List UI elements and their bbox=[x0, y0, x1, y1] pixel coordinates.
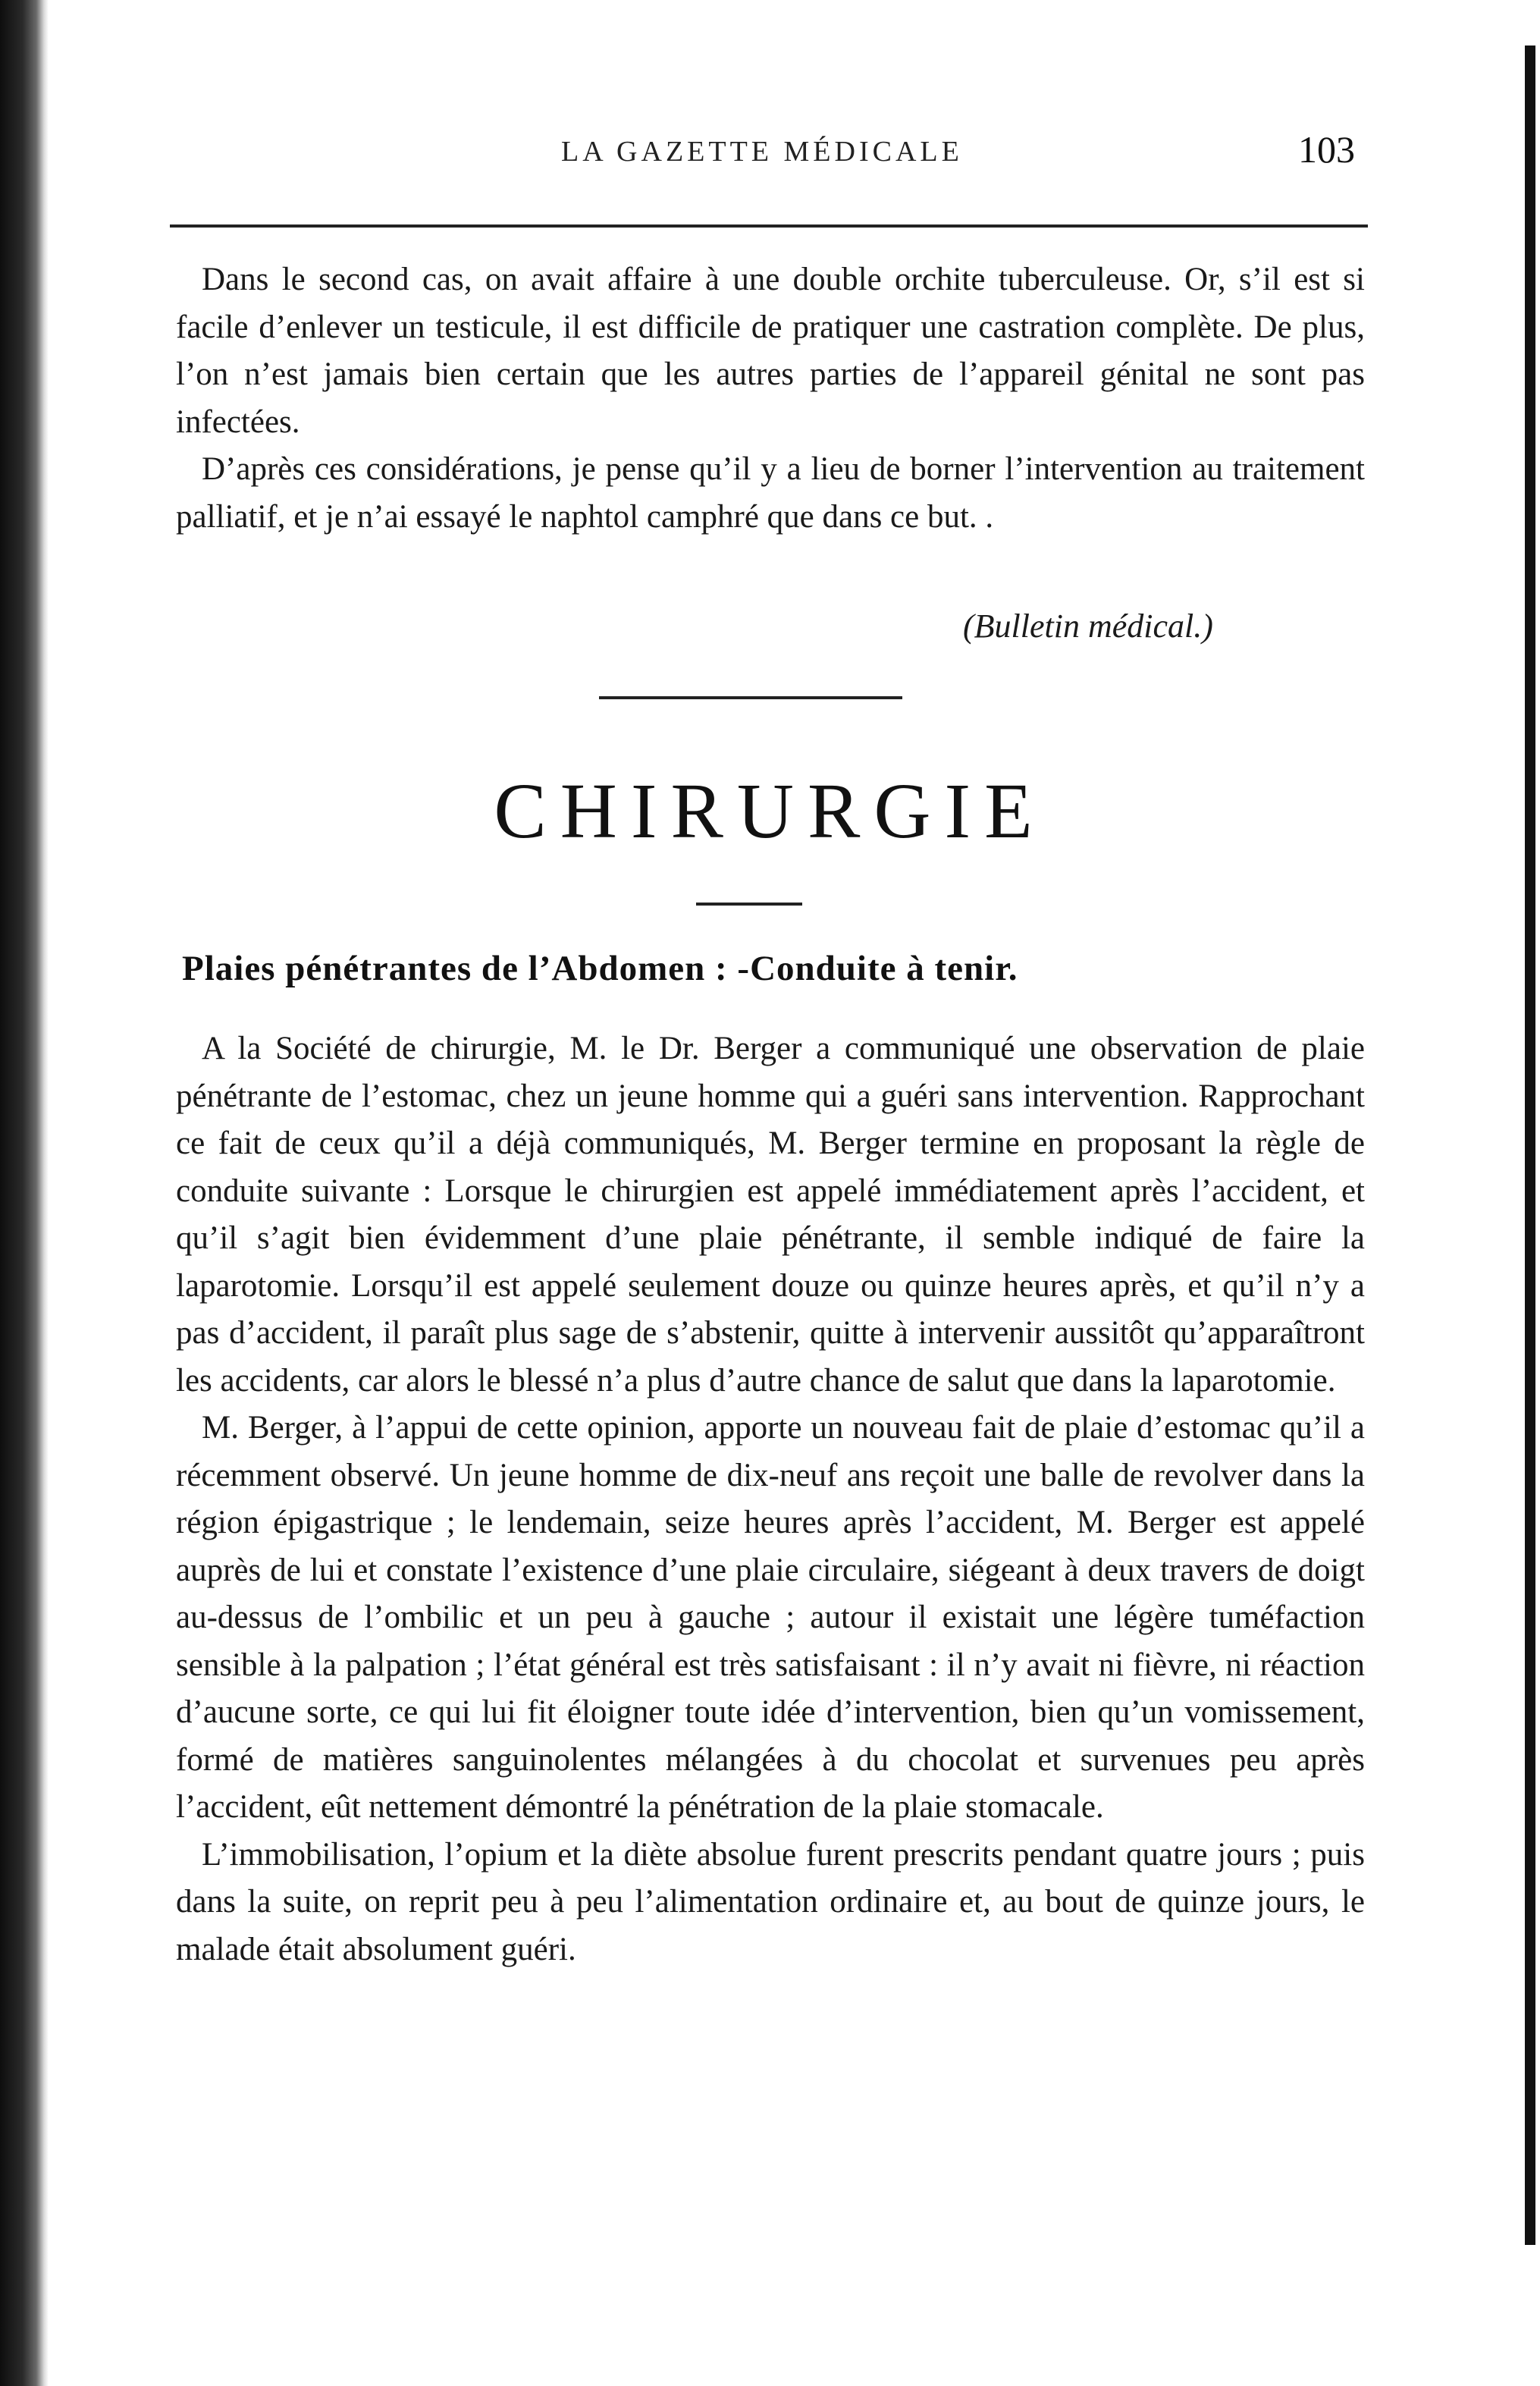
page-number: 103 bbox=[1298, 128, 1355, 171]
running-title: LA GAZETTE MÉDICALE bbox=[561, 136, 963, 168]
title-underline bbox=[696, 903, 802, 906]
paragraph: M. Berger, à l’appui de cette opinion, apporte un nouveau fait de plaie d’estomac qu’il a récemment observé. Un jeune homme de dix-neuf ans reçoit une balle de revolver dans la région épigastrique ; le lendemain, seize heures après l’accident, M. Berger est appelé auprès de lui et constate l’existence d’une plaie circulaire, siégeant à deux travers de doigt au-dessus de l’ombilic et un peu à gauche ; autour il existait une légère tuméfaction sensible à la palpation ; l’état général est très satisfaisant : il n’y avait ni fièvre, ni réaction d’aucune sorte, ce qui lui fit éloigner toute idée d’intervention, bien qu’un vomissement, formé de matières sanguinolentes mélangées à du chocolat et survenues peu après l’accident, eût nettement démontré la pénétration de la plaie stomacale. bbox=[176, 1410, 1365, 1825]
paragraph: Dans le second cas, on avait affaire à une double orchite tuberculeuse. Or, s’il est si facile d’enlever un testicule, il est difficile de pratiquer une castration complète. De plus, l’on n’est jamais bien certain que les autres parties de l’appareil génital ne sont pas infectées. bbox=[176, 262, 1365, 440]
paragraph: A la Société de chirurgie, M. le Dr. Berger a communiqué une observation de plaie pénétrante de l’estomac, chez un jeune homme qui a guéri sans intervention. Rapprochant ce fait de ceux qu’il a déjà communiqués, M. Berger termine en proposant la règle de conduite suivante : Lorsque le chirurgien est appelé immédiatement après l’accident, et qu’il s’agit bien évidemment d’une plaie pénétrante, il semble indiqué de faire la laparotomie. Lorsqu’il est appelé seulement douze ou quinze heures après, et qu’il n’y a pas d’accident, il paraît plus sage de s’abstenir, quitte à intervenir aussitôt qu’apparaîtront les accidents, car alors le blessé n’a plus d’autre chance de salut que dans la laparotomie. bbox=[176, 1031, 1365, 1399]
paragraph: L’immobilisation, l’opium et la diète absolue furent prescrits pendant quatre jours ; puis dans la suite, on reprit peu à peu l’alimentation ordinaire et, au bout de quinze jours, le malade était absolument guéri. bbox=[176, 1836, 1365, 1967]
section-divider bbox=[599, 696, 902, 699]
paragraph: D’après ces considérations, je pense qu’il y a lieu de borner l’intervention au traitement palliatif, et je n’ai essayé le naphtol camphré que dans ce but. . bbox=[176, 451, 1365, 535]
section-title: CHIRURGIE bbox=[494, 768, 1046, 855]
subsection-title: Plaies pénétrantes de l’Abdomen : -Conduite à tenir. bbox=[182, 949, 1018, 988]
page-edge-shadow bbox=[1525, 46, 1535, 2245]
top-text-block bbox=[176, 256, 1365, 541]
header-rule bbox=[170, 224, 1368, 228]
binding-edge bbox=[0, 0, 49, 2386]
main-text-block bbox=[176, 1025, 1365, 1973]
source-attribution: (Bulletin médical.) bbox=[963, 607, 1213, 645]
